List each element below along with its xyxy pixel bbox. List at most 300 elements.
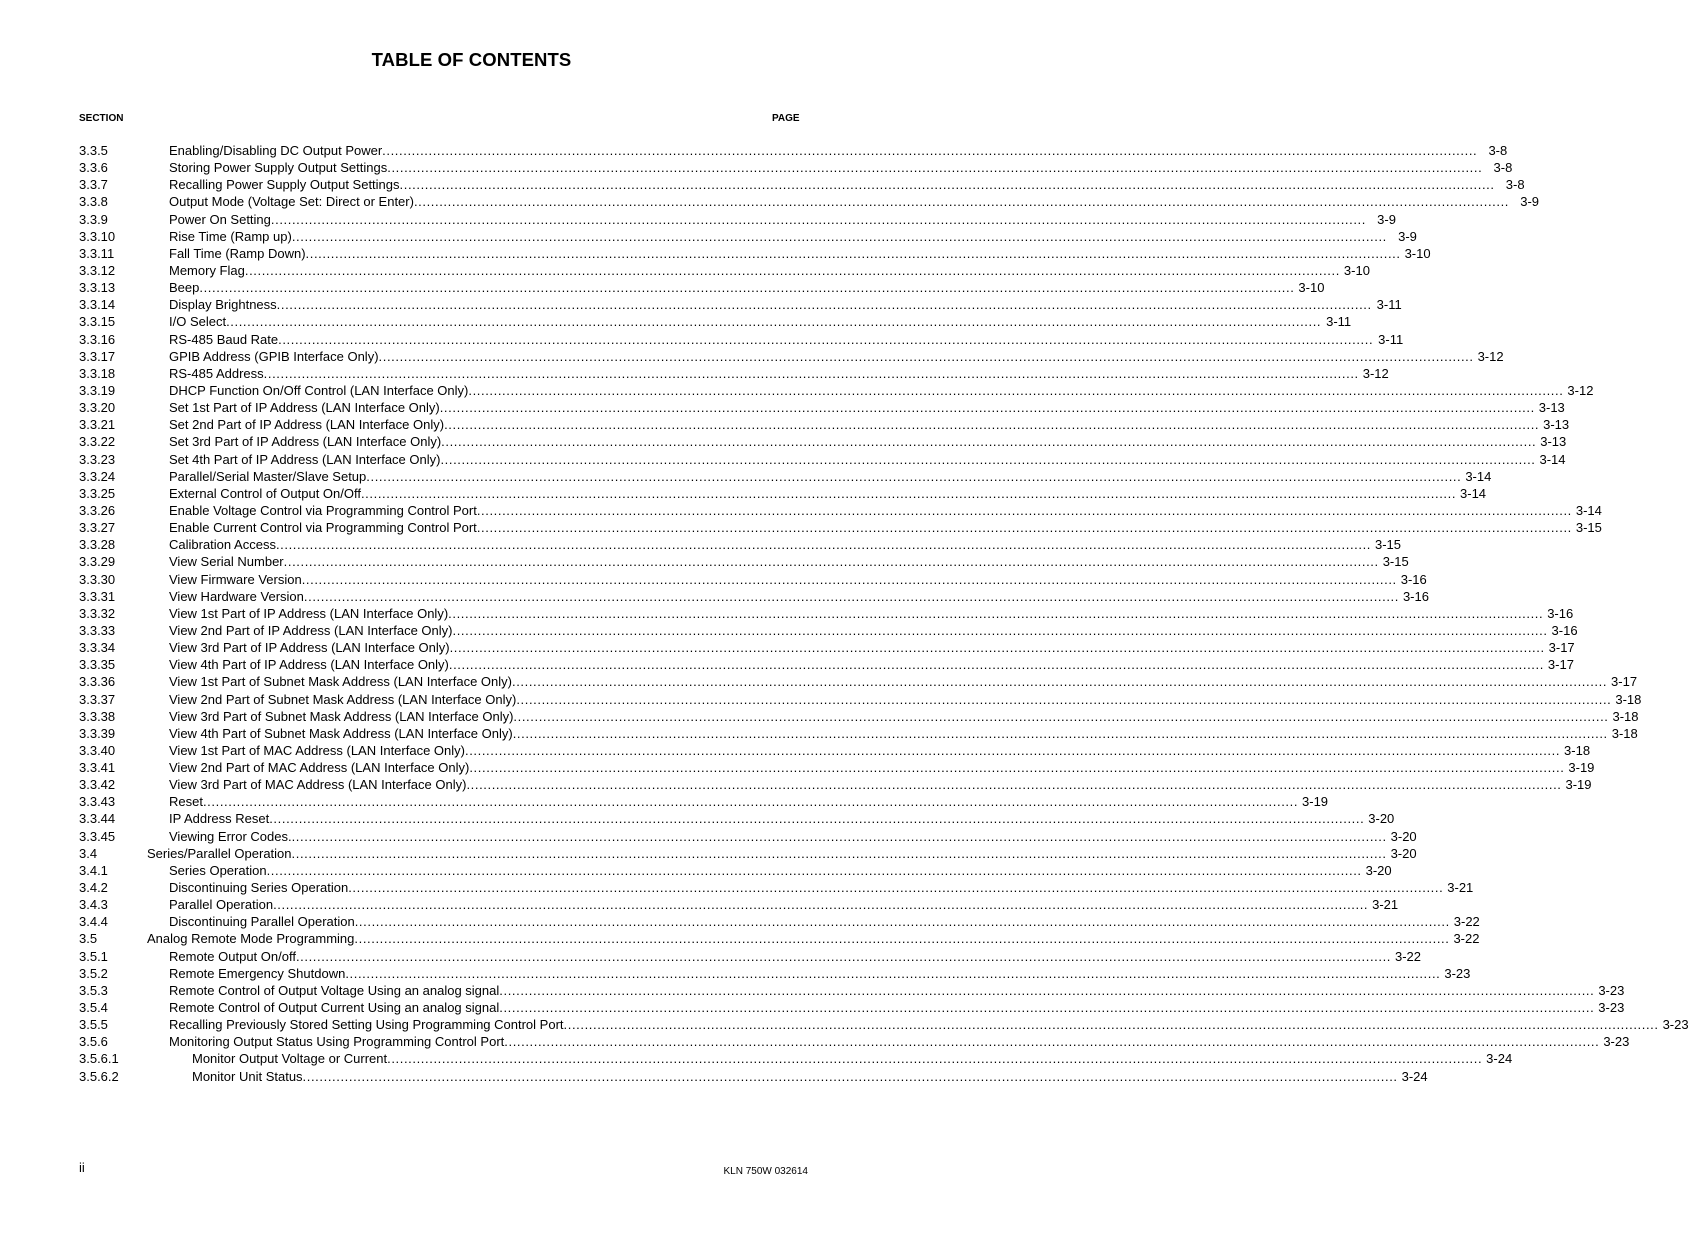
toc-page-number: 3-19 — [1565, 777, 1592, 793]
toc-entry[interactable] — [79, 279, 1325, 296]
toc-entry[interactable] — [79, 485, 1487, 502]
toc-entry[interactable] — [79, 416, 1570, 433]
toc-entry-title: Beep — [169, 280, 200, 296]
toc-entry-title: External Control of Output On/Off — [169, 485, 361, 501]
toc-section-number: 3.3.43 — [79, 794, 116, 810]
toc-section-number: 3.3.8 — [79, 194, 108, 210]
dot-leader: .................................................................................................................................................................................................................................................................... — [305, 245, 1401, 261]
toc-entry[interactable] — [79, 176, 1525, 193]
toc-entry[interactable] — [79, 656, 1574, 673]
dot-leader: .................................................................................................................................................................................................................................................................... — [413, 194, 1510, 210]
document-id: KLN 750W 032614 — [723, 1166, 808, 1177]
toc-page-number: 3-23 — [1603, 1034, 1630, 1050]
toc-entry-line — [169, 296, 1402, 313]
toc-entry-title: Recalling Previously Stored Setting Using Programming Control Port — [169, 1017, 564, 1033]
dot-leader: .................................................................................................................................................................................................................................................................... — [366, 468, 1462, 484]
dot-leader: .................................................................................................................................................................................................................................................................... — [354, 914, 1450, 930]
toc-section-number: 3.3.11 — [79, 245, 115, 261]
toc-entry-line — [169, 536, 1402, 553]
dot-leader: .................................................................................................................................................................................................................................................................... — [440, 451, 1536, 467]
toc-section-number: 3.3.39 — [79, 725, 116, 741]
toc-entry-title: Output Mode (Voltage Set: Direct or Enter) — [169, 194, 414, 210]
toc-entry[interactable] — [79, 193, 1540, 210]
toc-entry[interactable] — [79, 348, 1504, 365]
dot-leader: .................................................................................................................................................................................................................................................................... — [448, 605, 1544, 621]
toc-section-number: 3.3.45 — [79, 828, 116, 844]
toc-page-number: 3-10 — [1343, 262, 1370, 278]
toc-entry-title: View 4th Part of Subnet Mask Address (LAN Interface Only) — [169, 725, 513, 741]
toc-entry[interactable] — [79, 245, 1431, 262]
toc-section-number: 3.3.33 — [79, 622, 116, 638]
toc-entry[interactable] — [79, 759, 1595, 776]
toc-entry-title: Set 2nd Part of IP Address (LAN Interface Only) — [169, 417, 445, 433]
toc-entry-line — [169, 365, 1389, 382]
toc-entry[interactable] — [79, 1068, 1428, 1085]
dot-leader: .................................................................................................................................................................................................................................................................... — [512, 725, 1608, 741]
dot-leader: .................................................................................................................................................................................................................................................................... — [399, 177, 1495, 193]
toc-section-number: 3.3.19 — [79, 382, 116, 398]
toc-entry-title: Series/Parallel Operation — [147, 845, 292, 861]
toc-entry-line — [169, 656, 1574, 673]
toc-entry-title: Set 3rd Part of IP Address (LAN Interface Only) — [169, 434, 442, 450]
toc-entry[interactable] — [79, 296, 1402, 313]
dot-leader: .................................................................................................................................................................................................................................................................... — [301, 571, 1397, 587]
toc-entry-title: Memory Flag — [169, 262, 245, 278]
toc-entry-title: Discontinuing Series Operation — [169, 880, 349, 896]
toc-entry-title: View Serial Number — [169, 554, 284, 570]
dot-leader: .................................................................................................................................................................................................................................................................... — [563, 1017, 1659, 1033]
toc-entry[interactable] — [79, 468, 1492, 485]
toc-section-number: 3.3.36 — [79, 674, 116, 690]
toc-entry-line — [169, 211, 1396, 228]
toc-entry-title: Recalling Power Supply Output Settings — [169, 177, 400, 193]
toc-section-number: 3.3.14 — [79, 297, 116, 313]
dot-leader: .................................................................................................................................................................................................................................................................... — [276, 297, 1372, 313]
toc-page-number: 3-13 — [1540, 434, 1567, 450]
toc-page-number: 3-10 — [1298, 280, 1325, 296]
toc-section-number: 3.3.7 — [79, 177, 108, 193]
toc-entry-line — [169, 828, 1417, 845]
dot-leader: .................................................................................................................................................................................................................................................................... — [360, 485, 1457, 501]
dot-leader: .................................................................................................................................................................................................................................................................... — [291, 228, 1387, 244]
toc-entry-line — [169, 793, 1329, 810]
dot-leader: .................................................................................................................................................................................................................................................................... — [382, 143, 1478, 158]
toc-page-number: 3-8 — [1488, 143, 1508, 158]
toc-entry-title: View 2nd Part of Subnet Mask Address (LAN Interface Only) — [169, 691, 517, 707]
toc-page-number: 3-22 — [1395, 948, 1422, 964]
toc-page-number: 3-21 — [1372, 897, 1399, 913]
toc-entry[interactable] — [79, 810, 1395, 827]
toc-page-number: 3-11 — [1376, 297, 1402, 313]
toc-entry-line — [169, 999, 1625, 1016]
dot-leader: .................................................................................................................................................................................................................................................................... — [465, 742, 1561, 758]
toc-section-number: 3.3.5 — [79, 143, 108, 158]
toc-page-number: 3-15 — [1375, 537, 1402, 553]
toc-entry[interactable] — [79, 982, 1625, 999]
toc-entry[interactable] — [79, 1016, 1689, 1033]
toc-page-number: 3-22 — [1453, 931, 1480, 947]
toc-entry[interactable] — [79, 519, 1602, 536]
toc-entry-title: DHCP Function On/Off Control (LAN Interface Only) — [169, 382, 469, 398]
toc-entry-line — [169, 159, 1513, 176]
toc-section-number: 3.3.9 — [79, 211, 108, 227]
toc-entry-title: Analog Remote Mode Programming — [147, 931, 355, 947]
toc-entry-title: Remote Emergency Shutdown — [169, 965, 346, 981]
toc-page-number: 3-20 — [1368, 811, 1395, 827]
toc-entry-title: Power On Setting — [169, 211, 271, 227]
toc-page-number: 3-8 — [1505, 177, 1525, 193]
toc-entry-line — [169, 725, 1638, 742]
toc-page-number: 3-10 — [1404, 245, 1431, 261]
toc-entry[interactable] — [79, 382, 1594, 399]
dot-leader: .................................................................................................................................................................................................................................................................... — [499, 1000, 1595, 1016]
toc-page-number: 3-16 — [1402, 588, 1429, 604]
toc-section-number: 3.3.18 — [79, 365, 116, 381]
toc-entry[interactable] — [79, 313, 1352, 330]
toc-entry-title: View 3rd Part of Subnet Mask Address (LAN Interface Only) — [169, 708, 514, 724]
toc-section-number: 3.3.25 — [79, 485, 116, 501]
toc-entry[interactable] — [79, 742, 1591, 759]
dot-leader: .................................................................................................................................................................................................................................................................... — [441, 434, 1537, 450]
dot-leader: .................................................................................................................................................................................................................................................................... — [378, 348, 1474, 364]
toc-section-number: 3.3.24 — [79, 468, 116, 484]
toc-page-number: 3-16 — [1547, 605, 1574, 621]
toc-entry-title: Set 4th Part of IP Address (LAN Interface Only) — [169, 451, 441, 467]
toc-entry-line — [169, 982, 1625, 999]
toc-entry-line — [169, 468, 1492, 485]
toc-entry-title: Fall Time (Ramp Down) — [169, 245, 306, 261]
toc-section-number: 3.3.44 — [79, 811, 116, 827]
toc-section-number: 3.5.6.2 — [79, 1068, 119, 1084]
toc-entry-line — [169, 382, 1594, 399]
toc-entry-line — [169, 571, 1427, 588]
toc-entry-line — [169, 331, 1404, 348]
toc-page-number: 3-14 — [1460, 485, 1487, 501]
toc-entry-line — [169, 1016, 1689, 1033]
toc-entry[interactable] — [79, 930, 1480, 947]
toc-entry-title: Discontinuing Parallel Operation — [169, 914, 355, 930]
toc-entry[interactable] — [79, 502, 1602, 519]
toc-page-number: 3-24 — [1486, 1051, 1513, 1067]
toc-entry-title: Display Brightness — [169, 297, 277, 313]
toc-page-number: 3-21 — [1447, 880, 1474, 896]
toc-entry[interactable] — [79, 142, 1508, 159]
toc-page-number: 3-13 — [1543, 417, 1570, 433]
dot-leader: .................................................................................................................................................................................................................................................................... — [348, 880, 1444, 896]
toc-page-number: 3-23 — [1598, 982, 1625, 998]
toc-entry-line — [169, 742, 1591, 759]
toc-section-number: 3.3.38 — [79, 708, 116, 724]
dot-leader: .................................................................................................................................................................................................................................................................... — [303, 588, 1399, 604]
toc-entry[interactable] — [79, 399, 1565, 416]
toc-page-number: 3-9 — [1398, 228, 1417, 244]
toc-page-number: 3-17 — [1611, 674, 1638, 690]
toc-section-number: 3.3.27 — [79, 520, 116, 536]
toc-section-number: 3.4.4 — [79, 914, 108, 930]
toc-section-number: 3.3.32 — [79, 605, 116, 621]
toc-section-number: 3.3.41 — [79, 760, 116, 776]
toc-entry[interactable] — [79, 588, 1429, 605]
toc-entry-title: View Firmware Version — [169, 571, 302, 587]
toc-entry-line — [169, 776, 1592, 793]
toc-entry-line — [169, 622, 1578, 639]
toc-page-number: 3-8 — [1493, 160, 1513, 176]
toc-page-number: 3-20 — [1390, 845, 1417, 861]
toc-entry[interactable] — [79, 433, 1567, 450]
toc-section-number: 3.3.13 — [79, 280, 116, 296]
toc-entry[interactable] — [79, 845, 1417, 862]
toc-section-number: 3.3.31 — [79, 588, 116, 604]
toc-entry-line — [169, 673, 1638, 690]
toc-entry[interactable] — [79, 622, 1578, 639]
dot-leader: .................................................................................................................................................................................................................................................................... — [295, 948, 1392, 964]
dot-leader: .................................................................................................................................................................................................................................................................... — [354, 931, 1450, 947]
dot-leader: .................................................................................................................................................................................................................................................................... — [448, 657, 1544, 673]
dot-leader: .................................................................................................................................................................................................................................................................... — [244, 262, 1340, 278]
toc-page-number: 3-9 — [1520, 194, 1540, 210]
toc-entry[interactable] — [79, 1033, 1630, 1050]
toc-page-number: 3-18 — [1564, 742, 1591, 758]
toc-section-number: 3.5.2 — [79, 965, 108, 981]
toc-entry[interactable] — [79, 862, 1392, 879]
toc-entry-title: View 4th Part of IP Address (LAN Interface Only) — [169, 657, 449, 673]
toc-entry[interactable] — [79, 965, 1471, 982]
toc-section-number: 3.3.21 — [79, 417, 116, 433]
toc-page-number: 3-23 — [1598, 1000, 1625, 1016]
toc-page-number: 3-23 — [1444, 965, 1471, 981]
toc-entry[interactable] — [79, 262, 1370, 279]
toc-entry-line — [169, 502, 1602, 519]
toc-entry-title: Rise Time (Ramp up) — [169, 228, 292, 244]
toc-section-number: 3.3.30 — [79, 571, 116, 587]
toc-section-number: 3.3.35 — [79, 657, 116, 673]
toc-entry[interactable] — [79, 1050, 1513, 1067]
toc-entry[interactable] — [79, 913, 1480, 930]
toc-entry[interactable] — [79, 536, 1402, 553]
toc-page-number: 3-18 — [1612, 708, 1639, 724]
toc-entry-line — [169, 708, 1639, 725]
toc-section-number: 3.4.1 — [79, 862, 108, 878]
dot-leader: .................................................................................................................................................................................................................................................................... — [226, 314, 1322, 330]
page-column-header: PAGE — [772, 113, 800, 124]
toc-entry[interactable] — [79, 793, 1329, 810]
toc-entry[interactable] — [79, 948, 1422, 965]
toc-page-number: 3-11 — [1326, 314, 1352, 330]
toc-section-number: 3.3.23 — [79, 451, 116, 467]
toc-page-number: 3-22 — [1453, 914, 1480, 930]
dot-leader: .................................................................................................................................................................................................................................................................... — [499, 982, 1595, 998]
toc-page-number: 3-20 — [1390, 828, 1417, 844]
toc-entry-title: View 1st Part of IP Address (LAN Interface Only) — [169, 605, 449, 621]
toc-section-number: 3.5.6 — [79, 1034, 108, 1050]
toc-section-number: 3.3.6 — [79, 160, 108, 176]
toc-entry-title: View 2nd Part of MAC Address (LAN Interface Only) — [169, 760, 470, 776]
toc-entry[interactable] — [79, 451, 1566, 468]
toc-entry-line — [169, 691, 1642, 708]
toc-section-number: 3.5.6.1 — [79, 1051, 119, 1067]
toc-page-number: 3-23 — [1662, 1017, 1689, 1033]
dot-leader: .................................................................................................................................................................................................................................................................... — [452, 622, 1548, 638]
toc-entry-line — [192, 1050, 1513, 1067]
toc-section-number: 3.3.40 — [79, 742, 116, 758]
toc-page-number: 3-12 — [1362, 365, 1389, 381]
dot-leader: .................................................................................................................................................................................................................................................................... — [275, 537, 1372, 553]
toc-entry-title: Remote Control of Output Voltage Using an analog signal — [169, 982, 500, 998]
toc-entry[interactable] — [79, 365, 1389, 382]
toc-section-number: 3.5 — [79, 931, 98, 947]
toc-entry-line — [169, 965, 1471, 982]
toc-entry-title: Enabling/Disabling DC Output Power — [169, 143, 383, 158]
toc-entry-line — [169, 879, 1474, 896]
toc-page-number: 3-24 — [1401, 1068, 1428, 1084]
toc-entry[interactable] — [79, 571, 1427, 588]
dot-leader: .................................................................................................................................................................................................................................................................... — [199, 280, 1295, 296]
toc-entry-title: Parallel Operation — [169, 897, 274, 913]
toc-entry-title: Set 1st Part of IP Address (LAN Interface Only) — [169, 400, 440, 416]
toc-entry-line — [169, 485, 1487, 502]
toc-entry-title: IP Address Reset — [169, 811, 270, 827]
toc-page-number: 3-16 — [1551, 622, 1578, 638]
toc-page-number: 3-11 — [1378, 331, 1404, 347]
toc-entry-title: Monitor Output Voltage or Current — [192, 1051, 388, 1067]
toc-section-number: 3.5.3 — [79, 982, 108, 998]
toc-entry-line — [169, 605, 1574, 622]
toc-page-number: 3-18 — [1615, 691, 1642, 707]
toc-entry-line — [169, 262, 1370, 279]
dot-leader: .................................................................................................................................................................................................................................................................... — [387, 160, 1483, 176]
page-title: TABLE OF CONTENTS — [371, 49, 572, 70]
toc-entry[interactable] — [79, 639, 1575, 656]
toc-entry-title: Calibration Access — [169, 537, 276, 553]
toc-entry[interactable] — [79, 331, 1404, 348]
toc-section-number: 3.4 — [79, 845, 98, 861]
toc-section-number: 3.3.16 — [79, 331, 116, 347]
dot-leader: .................................................................................................................................................................................................................................................................... — [202, 794, 1299, 810]
dot-leader: .................................................................................................................................................................................................................................................................... — [449, 640, 1545, 656]
toc-entry-title: Monitor Unit Status — [192, 1068, 303, 1084]
toc-entry-line — [169, 913, 1480, 930]
toc-entry[interactable] — [79, 828, 1417, 845]
toc-section-number: 3.4.3 — [79, 897, 108, 913]
dot-leader: .................................................................................................................................................................................................................................................................... — [278, 331, 1374, 347]
dot-leader: .................................................................................................................................................................................................................................................................... — [302, 1068, 1398, 1084]
dot-leader: .................................................................................................................................................................................................................................................................... — [476, 502, 1572, 518]
toc-entry-title: Reset — [169, 794, 203, 810]
toc-page-number: 3-14 — [1465, 468, 1492, 484]
toc-entry-line — [169, 245, 1431, 262]
toc-entry-title: I/O Select — [169, 314, 227, 330]
toc-entry-line — [169, 193, 1540, 210]
dot-leader: .................................................................................................................................................................................................................................................................... — [270, 211, 1366, 227]
toc-page-number: 3-12 — [1567, 382, 1594, 398]
toc-section-number: 3.3.12 — [79, 262, 116, 278]
toc-section-number: 3.3.34 — [79, 640, 116, 656]
toc-entry[interactable] — [79, 879, 1474, 896]
dot-leader: .................................................................................................................................................................................................................................................................... — [516, 691, 1612, 707]
toc-entry-line — [169, 176, 1525, 193]
toc-entry-line — [169, 862, 1392, 879]
toc-page-number: 3-15 — [1575, 520, 1602, 536]
toc-section-number: 3.5.5 — [79, 1017, 108, 1033]
toc-entry-title: View Hardware Version — [169, 588, 304, 604]
toc-entry[interactable] — [79, 228, 1417, 245]
toc-section-number: 3.4.2 — [79, 880, 108, 896]
toc-page-number: 3-13 — [1538, 400, 1565, 416]
toc-entry-title: Remote Control of Output Current Using an analog signal — [169, 1000, 500, 1016]
dot-leader: .................................................................................................................................................................................................................................................................... — [513, 708, 1609, 724]
toc-entry[interactable] — [79, 673, 1638, 690]
dot-leader: .................................................................................................................................................................................................................................................................... — [291, 845, 1387, 861]
toc-entry-line — [169, 399, 1565, 416]
toc-page-number: 3-12 — [1477, 348, 1504, 364]
toc-entry-title: View 1st Part of MAC Address (LAN Interface Only) — [169, 742, 465, 758]
toc-entry[interactable] — [79, 896, 1399, 913]
toc-entry[interactable] — [79, 776, 1592, 793]
toc-entry-title: RS-485 Baud Rate — [169, 331, 279, 347]
dot-leader: .................................................................................................................................................................................................................................................................... — [269, 811, 1365, 827]
toc-entry[interactable] — [79, 999, 1625, 1016]
toc-entry-title: Viewing Error Codes. — [169, 828, 292, 844]
toc-entry-line — [169, 810, 1395, 827]
toc-section-number: 3.5.1 — [79, 948, 108, 964]
toc-section-number: 3.5.4 — [79, 1000, 108, 1016]
toc-entry-line — [169, 588, 1429, 605]
toc-page-number: 3-20 — [1365, 862, 1392, 878]
toc-entry-title: View 2nd Part of IP Address (LAN Interface Only) — [169, 622, 453, 638]
toc-section-number: 3.3.17 — [79, 348, 116, 364]
toc-entry[interactable] — [79, 605, 1574, 622]
toc-entry-title: View 3rd Part of IP Address (LAN Interface Only) — [169, 640, 450, 656]
toc-entry-line — [169, 142, 1508, 159]
toc-page-number: 3-9 — [1377, 211, 1396, 227]
toc-section-number: 3.3.22 — [79, 434, 116, 450]
toc-entry[interactable] — [79, 553, 1409, 570]
toc-entry-line — [169, 348, 1504, 365]
toc-section-number: 3.3.37 — [79, 691, 116, 707]
dot-leader: .................................................................................................................................................................................................................................................................... — [511, 674, 1608, 690]
toc-entry[interactable] — [79, 725, 1638, 742]
toc-page-number: 3-14 — [1575, 502, 1602, 518]
dot-leader: .................................................................................................................................................................................................................................................................... — [266, 862, 1362, 878]
toc-section-number: 3.3.10 — [79, 228, 116, 244]
toc-entry-title: Remote Output On/off — [169, 948, 296, 964]
dot-leader: .................................................................................................................................................................................................................................................................... — [439, 400, 1535, 416]
toc-page-number: 3-19 — [1568, 760, 1595, 776]
toc-entry[interactable] — [79, 691, 1642, 708]
toc-section-number: 3.3.28 — [79, 537, 116, 553]
dot-leader: .................................................................................................................................................................................................................................................................... — [387, 1051, 1483, 1067]
toc-entry-line — [169, 553, 1409, 570]
toc-entry-line — [169, 896, 1399, 913]
toc-entry[interactable] — [79, 159, 1513, 176]
toc-page-number: 3-17 — [1547, 657, 1574, 673]
toc-entry[interactable] — [79, 708, 1639, 725]
toc-entry-line — [147, 845, 1417, 862]
section-column-header: SECTION — [79, 113, 124, 124]
page-number: ii — [79, 1160, 85, 1175]
toc-entry-title: Parallel/Serial Master/Slave Setup — [169, 468, 367, 484]
dot-leader: .................................................................................................................................................................................................................................................................... — [444, 417, 1540, 433]
toc-entry-title: RS-485 Address — [169, 365, 264, 381]
toc-entry-line — [169, 759, 1595, 776]
toc-section-number: 3.3.15 — [79, 314, 116, 330]
toc-entry[interactable] — [79, 211, 1396, 228]
toc-section-number: 3.3.42 — [79, 777, 116, 793]
toc-entry-title: GPIB Address (GPIB Interface Only) — [169, 348, 379, 364]
dot-leader: .................................................................................................................................................................................................................................................................... — [345, 965, 1441, 981]
toc-entry-title: Monitoring Output Status Using Programming Control Port — [169, 1034, 505, 1050]
toc-entry-line — [169, 416, 1570, 433]
